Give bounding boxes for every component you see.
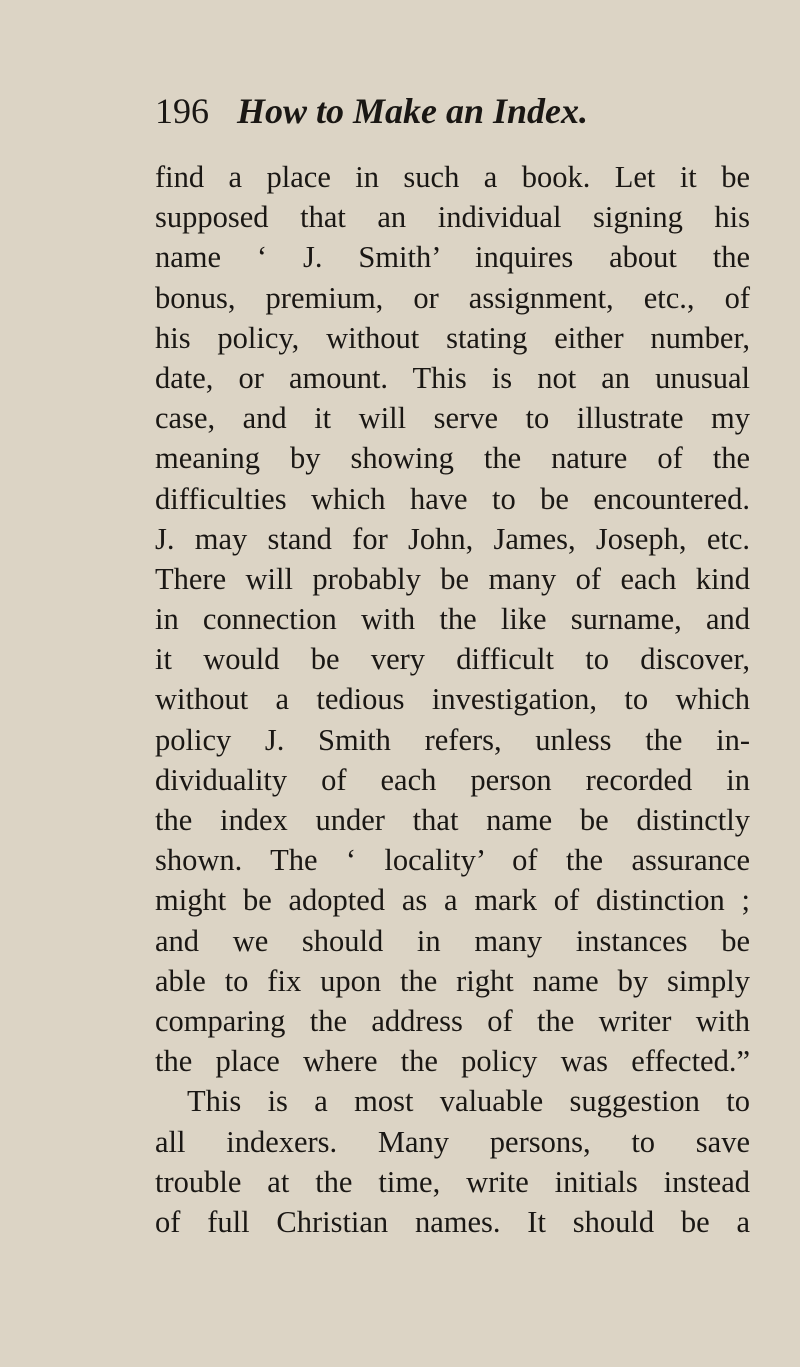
text-line: There will probably be many of each kind (155, 561, 750, 596)
text-line: without a tedious investigation, to which (155, 682, 750, 717)
text-line: shown. The ‘ locality’ of the assurance (155, 843, 750, 878)
text-line: all indexers. Many persons, to save (155, 1124, 750, 1159)
body-text (155, 157, 750, 1242)
text-line: the index under that name be distinctly (155, 803, 750, 837)
text-line: might be adopted as a mark of distinction ; (155, 883, 750, 918)
text-line: J. may stand for John, James, Joseph, etc. (155, 521, 750, 556)
text-line: date, or amount. This is not an unusual (155, 360, 750, 395)
text-line-paragraph-start: This is a most valuable suggestion to (187, 1084, 750, 1119)
text-line: bonus, premium, or assignment, etc., of (155, 280, 750, 315)
running-title: How to Make an Index. (237, 91, 589, 131)
text-line: case, and it will serve to illustrate my (155, 401, 750, 436)
text-line: it would be very difficult to discover, (155, 642, 750, 677)
text-line: find a place in such a book. Let it be (155, 160, 750, 194)
text-line: in connection with the like surname, and (155, 602, 750, 637)
text-line: comparing the address of the writer with (155, 1003, 750, 1038)
text-line: of full Christian names. It should be a (155, 1204, 750, 1239)
text-line: meaning by showing the nature of the (155, 441, 750, 476)
page-header (155, 90, 715, 150)
text-line: difficulties which have to be encountered. (155, 481, 750, 516)
text-line: name ‘ J. Smith’ inquires about the (155, 240, 750, 275)
text-line: dividuality of each person recorded in (155, 762, 750, 797)
text-line: policy J. Smith refers, unless the in- (155, 722, 750, 757)
text-line: his policy, without stating either number, (155, 320, 750, 355)
text-line: trouble at the time, write initials instead (155, 1164, 750, 1199)
text-line: able to fix upon the right name by simply (155, 963, 750, 998)
page-number: 196 (155, 91, 209, 131)
text-line: supposed that an individual signing his (155, 200, 750, 235)
text-line: and we should in many instances be (155, 923, 750, 958)
text-line: the place where the policy was effected.” (155, 1044, 750, 1079)
